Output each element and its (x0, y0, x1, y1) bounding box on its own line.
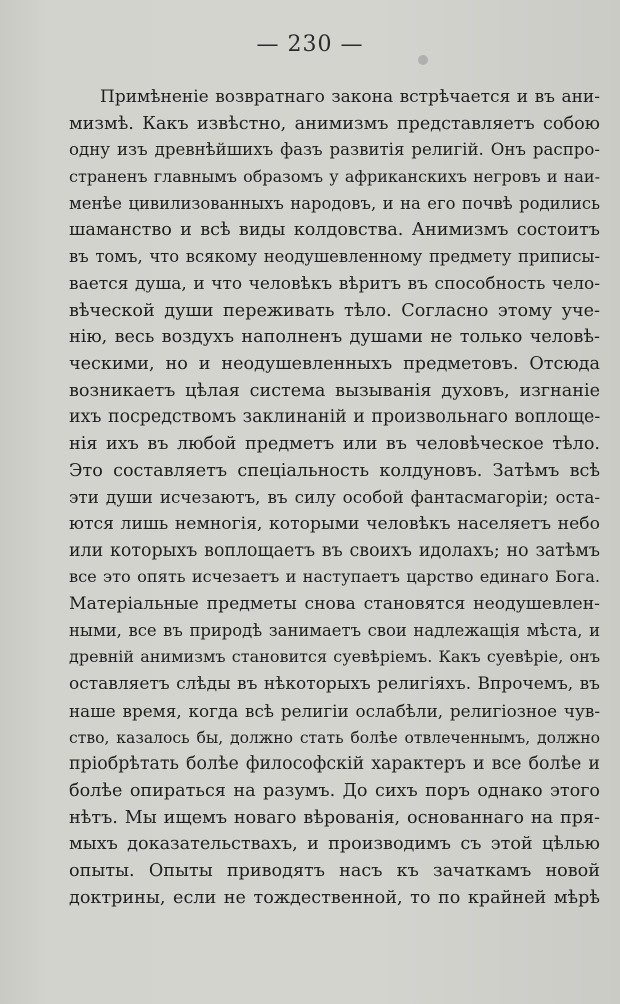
text-line: ются лишь немногія, которыми человѣкъ населяетъ небо (69, 514, 600, 534)
text-line: одну изъ древнѣйшихъ фазъ развитія религій. Онъ распро- (69, 140, 600, 160)
text-line: доктрины, если не тождественной, то по крайней мѣрѣ (69, 887, 600, 908)
paragraph (69, 84, 600, 911)
text-line: менѣе цивилизованныхъ народовъ, и на его почвѣ родились (69, 193, 600, 213)
text-line: ными, все въ природѣ занимаетъ свои надлежащія мѣста, и (69, 620, 600, 640)
text-line: древній анимизмъ становится суевѣріемъ. Какъ суевѣріе, онъ (69, 647, 600, 667)
text-line: или которыхъ воплощаетъ въ своихъ идолахъ; но затѣмъ (69, 540, 600, 561)
text-line: шаманство и всѣ виды колдовства. Анимизмъ состоитъ (69, 220, 600, 241)
text-line: ихъ посредствомъ заклинаній и произвольнаго воплоще- (69, 407, 601, 428)
text-line: опыты. Опыты приводятъ насъ къ зачаткамъ новой (69, 860, 600, 881)
text-line: Это составляетъ спеціальность колдуновъ. Затѣмъ всѣ (69, 460, 600, 481)
text-line: нѣтъ. Мы ищемъ новаго вѣрованія, основаннаго на пря- (69, 807, 600, 828)
text-line: пріобрѣтать болѣе философскій характеръ и все болѣе и (69, 754, 600, 775)
text-line: наше время, когда всѣ религіи ослабѣли, религіозное чув- (69, 700, 600, 721)
text-line: Примѣненіе возвратнаго закона встрѣчается и въ ани- (100, 87, 600, 107)
text-line: нія ихъ въ любой предметъ или въ человѣческое тѣло. (69, 433, 600, 454)
text-line: болѣе опираться на разумъ. До сихъ поръ однако этого (69, 780, 600, 801)
text-line: эти души исчезаютъ, въ силу особой фантасмагоріи; оста- (69, 487, 600, 508)
text-line: мизмѣ. Какъ извѣстно, анимизмъ представляетъ собою (69, 113, 600, 134)
text-line: все это опять исчезаетъ и наступаетъ царство единаго Бога. (69, 567, 600, 587)
page-number: — 230 — (256, 32, 364, 57)
ink-spot (418, 55, 428, 65)
text-line: возникаетъ цѣлая система вызыванія духовъ, изгнаніе (69, 380, 600, 401)
text-line: въ томъ, что всякому неодушевленному предмету приписы- (69, 247, 600, 267)
text-line: ческими, но и неодушевленныхъ предметовъ. Отсюда (69, 353, 600, 374)
text-line: Матеріальные предметы снова становятся неодушевлен- (69, 594, 600, 615)
text-line: страненъ главнымъ образомъ у африканскихъ негровъ и наи- (69, 167, 600, 187)
text-line: вается душа, и что человѣкъ вѣритъ въ способность чело- (69, 273, 600, 294)
text-line: мыхъ доказательствахъ, и производимъ съ этой цѣлью (69, 834, 600, 855)
text-line: ство, казалось бы, должно стать болѣе отвлеченнымъ, должно (69, 728, 600, 747)
text-line: оставляетъ слѣды въ нѣкоторыхъ религіяхъ. Впрочемъ, въ (69, 674, 600, 695)
text-line: вѣческой души переживать тѣло. Согласно этому уче- (69, 300, 600, 321)
text-line: нію, весь воздухъ наполненъ душами не только человѣ- (69, 327, 600, 348)
